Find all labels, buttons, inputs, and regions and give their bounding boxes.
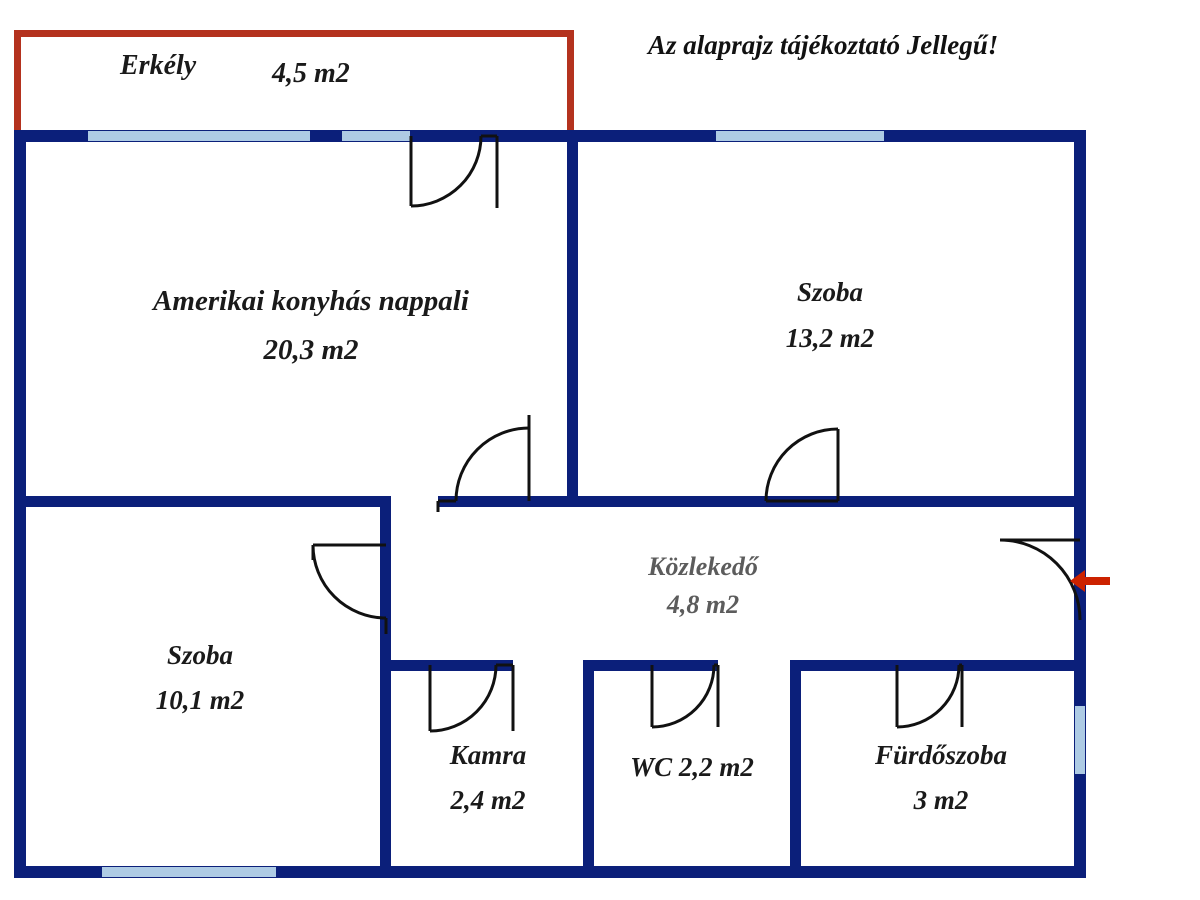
label-erkely-area-wrap <box>272 58 350 90</box>
balcony-wall-right <box>567 30 574 130</box>
door-entrance <box>1000 540 1080 620</box>
interior-wall-bathroom-top-a <box>790 660 970 671</box>
label-furdoszoba-area: 3 m2 <box>913 785 969 815</box>
label-erkely-name: Erkély <box>120 50 197 81</box>
interior-wall-corridor-top-right-b <box>838 496 1086 507</box>
balcony-wall-left <box>14 30 21 130</box>
door-kamra <box>430 665 513 731</box>
interior-wall-bathroom-top-b <box>962 660 1086 671</box>
label-kozlekedo-name: Közlekedő <box>648 552 758 581</box>
label-kozlekedo-area: 4,8 m2 <box>666 590 740 619</box>
interior-wall-room2-top <box>14 496 386 507</box>
door-wc <box>652 665 718 727</box>
label-kamra-area: 2,4 m2 <box>450 785 526 815</box>
label-nappali-name: Amerikai konyhás nappali <box>153 285 469 317</box>
disclaimer-text: Az alaprajz tájékoztató Jellegű! <box>648 30 999 60</box>
interior-wall-room2-right <box>380 496 391 878</box>
door-balcony <box>411 136 497 208</box>
label-erkely <box>120 50 196 82</box>
label-kamra <box>398 740 578 816</box>
label-szoba-2-name: Szoba <box>166 640 234 670</box>
interior-wall-kamra-top <box>391 660 513 671</box>
door-room1-corridor <box>766 429 838 501</box>
label-kamra-name: Kamra <box>449 740 527 770</box>
label-szoba-1-area: 13,2 m2 <box>785 323 875 353</box>
left-arrow-icon <box>1070 566 1112 596</box>
window-room2-bottom <box>102 867 276 877</box>
label-szoba-2 <box>80 640 320 716</box>
interior-wall-living-room1 <box>567 130 578 502</box>
label-furdoszoba-name: Fürdőszoba <box>874 740 1008 770</box>
label-wc-name: WC 2,2 m2 <box>630 752 754 782</box>
interior-wall-wc-top <box>583 660 718 671</box>
label-wc <box>598 752 786 783</box>
label-nappali-area: 20,3 m2 <box>263 334 359 366</box>
label-furdoszoba <box>805 740 1077 816</box>
door-bathroom <box>897 665 962 727</box>
label-kozlekedo <box>588 552 818 620</box>
interior-wall-kamra-wc <box>583 660 594 878</box>
interior-wall-corridor-top-right-a <box>578 496 838 507</box>
interior-wall-corridor-top-left <box>438 496 578 507</box>
door-room2-corridor <box>313 545 386 634</box>
label-szoba-2-area: 10,1 m2 <box>155 685 245 715</box>
label-szoba-1 <box>700 277 960 354</box>
window-room1-top <box>716 131 884 141</box>
interior-wall-wc-bathroom <box>790 660 801 878</box>
label-nappali <box>80 285 542 367</box>
label-szoba-1-name: Szoba <box>796 277 864 307</box>
window-living-top-small <box>342 131 410 141</box>
label-erkely-area: 4,5 m2 <box>272 58 350 89</box>
window-living-top <box>88 131 310 141</box>
balcony-wall-top <box>14 30 574 37</box>
